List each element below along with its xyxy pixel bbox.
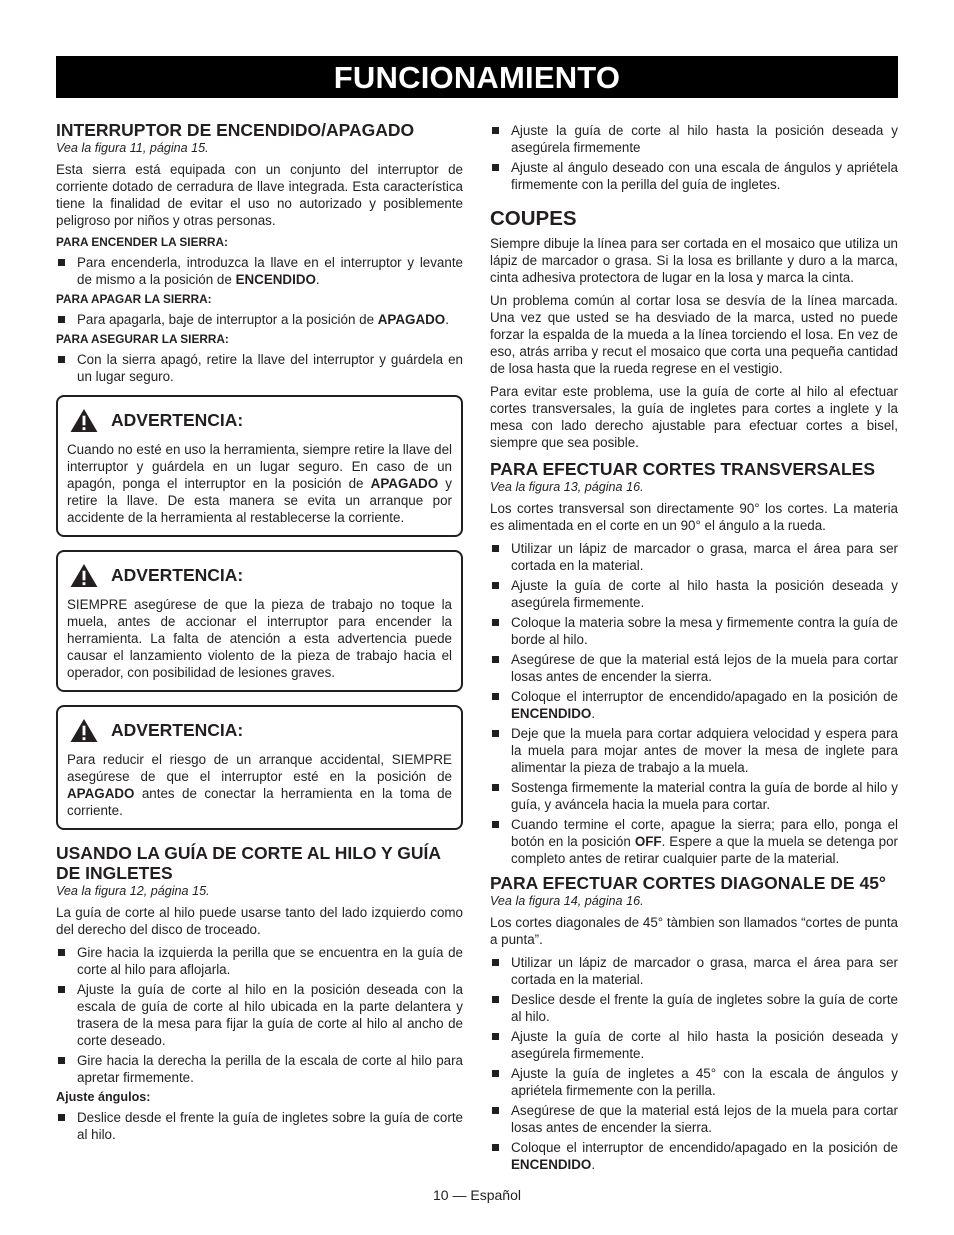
warning-box [56,395,463,537]
coupes-heading: COUPES [490,207,577,230]
bullet-icon [492,1107,499,1114]
list-item: Asegúrese de que la material está lejos de la muela para cortar losas antes de encender la sierra. [490,1102,898,1136]
off-label: PARA APAGAR LA SIERRA: [56,292,212,306]
warning-title: ADVERTENCIA: [111,565,244,585]
bullet-icon [492,959,499,966]
list-item: Para apagarla, baje de interruptor a la posición de APAGADO. [56,311,463,328]
cross-intro: Los cortes transversal son directamente 90° los cortes. La materia es alimentada en el corte en un 90° el ángulo a la rueda. [490,501,898,533]
bullet-icon [492,164,499,171]
bullet-icon [58,1057,65,1064]
warning-box [56,705,463,830]
list-item: Utilizar un lápiz de marcador o grasa, marca el área para ser cortada en la material. [490,954,898,988]
left-column [56,120,463,1147]
warning-title: ADVERTENCIA: [111,410,244,430]
coupes-paragraph: Un problema común al cortar losa se desvía de la línea marcada. Una vez que usted se ha desviado de la marca, usted no puede forzar la espalda de la mueda a la línea torciendo el losa. En vez de eso, atrás arriba y recut el mosaico que corta una pequeña cantidad de losa hasta que la rueda regrese en el vestigio. [490,293,898,376]
bullet-icon [492,821,499,828]
bullet-icon [492,1070,499,1077]
list-item: Coloque la materia sobre la mesa y firmemente contra la guía de borde al hilo. [490,614,898,648]
coupes-paragraph: Siempre dibuje la línea para ser cortada en el mosaico que utiliza un lápiz de marcador o grasa. Si la losa es brillante y duro a la marca, cinta adhesiva protectora de lugar en la losa y marca la cinta. [490,236,898,285]
right-column [490,122,898,1177]
bullet-icon [492,127,499,134]
lock-label: PARA ASEGURAR LA SIERRA: [56,332,229,346]
diagonal-heading: PARA EFECTUAR CORTES DIAGONALE DE 45° [490,873,886,893]
bullet-icon [58,986,65,993]
list-item: Para encenderla, introduzca la llave en el interruptor y levante de mismo a la posición de ENCENDIDO. [56,254,463,288]
bullet-icon [492,1144,499,1151]
guide-ref: Vea la figura 12, página 15. [56,884,210,898]
bullet-icon [58,259,65,266]
list-item: Ajuste la guía de corte al hilo en la posición deseada con la escala de guía de corte al hilo ubicada en la parte delantera y trasera de la mesa para fijar la guía de corte al hilo al ancho de corte deseado. [56,981,463,1049]
list-item: Utilizar un lápiz de marcador o grasa, marca el área para ser cortada en la material. [490,540,898,574]
bullet-icon [492,693,499,700]
coupes-paragraph: Para evitar este problema, use la guía de corte al hilo al efectuar cortes transversales, la guía de ingletes para cortes a inglete y la mesa con lado derecho ajustable para efectuar cortes a bisel, siempre que sea posible. [490,384,898,450]
warning-title: ADVERTENCIA: [111,720,244,740]
list-item: Sostenga firmemente la material contra la guía de borde al hilo y guía, y aváncela hacia la muela para cortar. [490,779,898,813]
list-item: Ajuste la guía de corte al hilo hasta la posición deseada y asegúrela firmemente [490,122,898,156]
bullet-icon [58,316,65,323]
bullet-icon [492,1033,499,1040]
list-item: Ajuste al ángulo deseado con una escala de ángulos y apriétela firmemente con la perilla del guía de ingletes. [490,159,898,193]
page-title: FUNCIONAMIENTO [56,56,898,98]
list-item: Coloque el interruptor de encendido/apagado en la posición de ENCENDIDO. [490,1139,898,1173]
warning-triangle-icon [69,408,99,433]
angles-label: Ajuste ángulos: [56,1090,151,1104]
diagonal-ref: Vea la figura 14, página 16. [490,894,644,908]
warning-triangle-icon [69,563,99,588]
list-item: Deslice desde el frente la guía de ingletes sobre la guía de corte al hilo. [490,991,898,1025]
guide-heading: USANDO LA GUÍA DE CORTE AL HILO Y GUÍA DE INGLETES [56,843,441,883]
list-item: Deslice desde el frente la guía de ingletes sobre la guía de corte al hilo. [56,1109,463,1143]
list-item: Con la sierra apagó, retire la llave del interruptor y guárdela en un lugar seguro. [56,351,463,385]
bullet-icon [492,545,499,552]
bullet-icon [58,949,65,956]
bullet-icon [492,784,499,791]
bullet-icon [492,619,499,626]
bullet-icon [492,656,499,663]
list-item: Ajuste la guía de ingletes a 45° con la escala de ángulos y apriétela firmemente con la perilla. [490,1065,898,1099]
bullet-icon [492,582,499,589]
switch-ref: Vea la figura 11, página 15. [56,141,209,155]
cross-heading: PARA EFECTUAR CORTES TRANSVERSALES [490,459,876,479]
list-item: Cuando termine el corte, apague la sierra; para ello, ponga el botón en la posición OFF. Espere a que la muela se detenga por completo antes de retirar cualquier parte de la material. [490,816,898,867]
guide-intro: La guía de corte al hilo puede usarse tanto del lado izquierdo como del derecho del disco de troceado. [56,905,463,937]
list-item: Ajuste la guía de corte al hilo hasta la posición deseada y asegúrela firmemente. [490,577,898,611]
warning-triangle-icon [69,718,99,743]
on-label: PARA ENCENDER LA SIERRA: [56,235,228,249]
cross-ref: Vea la figura 13, página 16. [490,480,644,494]
warning-text: Cuando no esté en uso la herramienta, siempre retire la llave del interruptor y guárdela en un lugar seguro. En caso de un apagón, ponga el interruptor en la posición de APAGADO y retire la llave. De esta manera se evita un arranque por accidente de la herramienta al restablecerse la corriente. [67,442,452,525]
bullet-icon [58,356,65,363]
list-item: Ajuste la guía de corte al hilo hasta la posición deseada y asegúrela firmemente. [490,1028,898,1062]
bullet-icon [58,1114,65,1121]
switch-heading: INTERRUPTOR DE ENCENDIDO/APAGADO [56,120,415,140]
list-item: Gire hacia la derecha la perilla de la escala de corte al hilo para apretar firmemente. [56,1052,463,1086]
bullet-icon [492,996,499,1003]
warning-text: SIEMPRE asegúrese de que la pieza de trabajo no toque la muela, antes de accionar el interruptor para encender la herramienta. La falta de atención a esta advertencia puede causar el lanzamiento violento de la pieza de trabajo hacia el operador, con posibilidad de lesiones graves. [67,597,452,680]
list-item: Gire hacia la izquierda la perilla que se encuentra en la guía de corte al hilo para aflojarla. [56,944,463,978]
list-item: Coloque el interruptor de encendido/apagado en la posición de ENCENDIDO. [490,688,898,722]
warning-box [56,550,463,692]
diagonal-intro: Los cortes diagonales de 45° tàmbien son llamados “cortes de punta a punta”. [490,915,898,947]
list-item: Deje que la muela para cortar adquiera velocidad y espera para la muela para mojar antes de mover la mesa de inglete para alimentar la pieza de trabajo a la muela. [490,725,898,776]
switch-intro: Esta sierra está equipada con un conjunto del interruptor de corriente dotado de cerradura de llave integrada. Esta característica tiene la finalidad de evitar el uso no autorizado y posiblemente peligroso por niños y otras personas. [56,162,463,228]
page-footer: 10 — Español [433,1187,521,1203]
list-item: Asegúrese de que la material está lejos de la muela para cortar losas antes de encender la sierra. [490,651,898,685]
bullet-icon [492,730,499,737]
warning-text: Para reducir el riesgo de un arranque accidental, SIEMPRE asegúrese de que el interruptor esté en la posición de APAGADO antes de conectar la herramienta en la toma de corriente. [67,752,452,818]
